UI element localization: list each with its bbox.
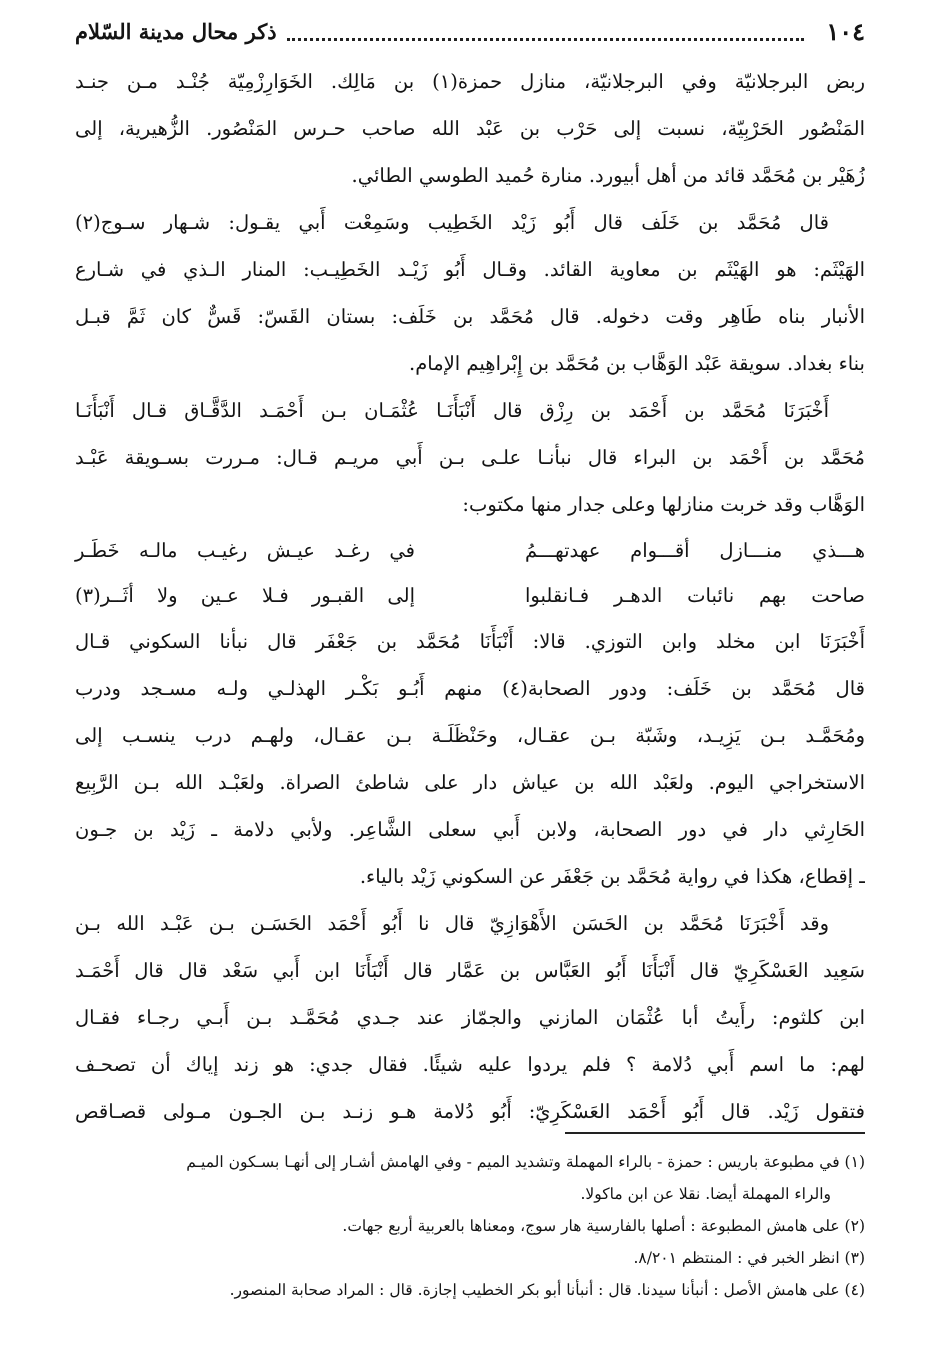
footnote-separator [565,1132,865,1134]
page-number: ١٠٤ [826,16,865,46]
paragraph-4 [75,618,865,900]
text-line: ومُحَمَّـد بـن يَزِيـد، وشَبّة بـن عقـال، وحَنْظَلَـة بـن عقـال، ولهـم درب ينسـب إلى [75,724,865,747]
text-line: أَخْبَرَنَا مُحَمَّد بن أَحْمَد بن رِزْق قال أَنْبَأَنَـا عُثْمَـان بـن أَحْمَـد الدَّقَّـاق قـال أَنْبَأَنَـا [75,399,829,422]
paragraph-2 [75,199,865,387]
text-line: الوَهَّاب وقد خربت منازلها وعلى جدار منها مكتوب: [462,493,865,516]
text-line: ـ إقطاع، هكذا في رواية مُحَمَّد بن جَعْفَر عن السكوني زَيْد بالياء. [359,865,865,888]
text-line: سَعِيد العَسْكَرِيّ قال أَنْبَأَنَا أَبُو العَبَّاس بن عَمَّار قال أَنْبَأَنَا ابن أَبي سَعْد قال قال أَحْمَـد [75,959,865,982]
verse-first-hemistich: هـــذي منـــازل أقـــوام عهدتهـــمُ [525,539,865,562]
text-line: زُهَيْر بن مُحَمَّد قائد من أهل أبيورد. منارة حُميد الطوسي الطائي. [351,164,865,187]
verse-line [75,528,865,573]
footnotes [75,1146,865,1306]
footnote-line: والراء المهملة أيضا. نقلا عن ابن ماكولا. [580,1185,831,1203]
main-text [75,58,865,1135]
text-line: أَخْبَرَنَا ابن مخلد وابن التوزي. قالا: أَنْبَأَنَا مُحَمَّد بن جَعْفَر قال نبأنا السكوني قـال [75,630,865,653]
footnote-3 [75,1242,865,1274]
footnote-2 [75,1210,865,1242]
book-page [75,0,865,1359]
text-line: المَنْصُور الحَرْبِيّة، نسبت إلى حَرْب بن عَبْد الله صاحب حـرس المَنْصُور. الزُّهيرية، إلى [75,117,865,140]
text-line: الأنبار بناه طَاهِر وقت دخوله. قال مُحَمَّد بن خَلَف: بستان القَسّ: قَسٌّ كان ثَمَّ قبـل [75,305,865,328]
footnote-line: (٤) على هامش الأصل : أنبأنا سيدنا. قال : أنبأنا أبو بكر الخطيب إجازة. قال : المراد صحابة المنصور. [229,1281,865,1299]
footnote-line: (١) في مطبوعة باريس : حمزة - بالراء المهملة وتشديد الميم - وفي الهامش أشـار إلى أنهـا بسـكون الميـم [186,1153,865,1171]
running-title: ذكر محال مدينة السّلام [75,18,277,44]
verse-second-hemistich: في رغـد عيـش رغيـب مالـه خَطَـر [75,539,415,562]
footnote-line: (٣) انظر الخبر في : المنتظم ٨/٢٠١. [633,1249,865,1267]
footnote-line: (٢) على هامش المطبوعة : أصلها بالفارسية هار سوج، ومعناها بالعربية أربع جهات. [342,1217,865,1235]
header-dotted-leader [287,32,805,41]
text-line: قال مُحَمَّد بن خَلَف قال أَبُو زَيْد الخَطِيب وسَمِعْت أَبي يقـول: شـهار سـوج(٢) [75,211,829,234]
verse-second-hemistich: إلى القبـور فـلا عـين ولا أثَــر(٣) [75,584,415,607]
verse-first-hemistich: صاحت بهم نائبات الدهـر فـانقلبوا [525,584,865,607]
footnote-4 [75,1274,865,1306]
text-line: بناء بغداد. سويقة عَبْد الوَهَّاب بن مُحَمَّد بن إِبْراهِيم الإمام. [409,352,865,375]
text-line: الحَارِثي دار في دور الصحابة، ولابن أَبي سعلى الشَّاعِر. ولأبي دلامة ـ زَيْد بن جـون [75,818,865,841]
text-line: قال مُحَمَّد بن خَلَف: ودور الصحابة(٤) منهم أَبُـو بَكْـر الهذلـي ولـه مسـجد ودرب [75,677,865,700]
footnote-1 [75,1146,865,1210]
text-line: لهم: ما اسم أَبي دُلامة ؟ فلم يردوا عليه شيئًا. فقال جدي: هو زند إياك أن تصحـف [75,1053,865,1076]
text-line: ربض البرجلانيّة وفي البرجلانيّة، منازل حمزة(١) بن مَالِك. الخَوَارِزْمِيّة جُنْـد مـن جنـد [75,70,865,93]
paragraph-3 [75,387,865,528]
text-line: فتقول زَيْد. قال أَبُو أَحْمَد العَسْكَرِيّ: أَبُو دُلامة هـو زنـد بـن الجـون مـولى قصـاقص [75,1100,865,1123]
text-line: وقد أَخْبَرَنَا مُحَمَّد بن الحَسَن الأَهْوَازِيّ قال نا أَبُو أَحْمَد الحَسَـن بـن عَبْـد الله بـن [75,912,829,935]
text-line: ابن كلثوم: رأَيتُ أبا عُثْمَان المازني والجمّاز عند جـدي مُحَمَّـد بـن أَبـي رجـاء فقـال [75,1006,865,1029]
poem-verses [75,528,865,618]
verse-line [75,573,865,618]
paragraph-5 [75,900,865,1135]
text-line: الهَيْثَم: هو الهَيْثَم بن معاوية القائد. وقـال أَبُو زَيْـد الخَطِيـب: المنار الـذي في شـارع [75,258,865,281]
text-line: الاستخراجي اليوم. ولعَبْد الله بن عياش دار على شاطئ الصراة. ولعَبْـد الله بـن الرَّبِيع [75,771,865,794]
running-header [75,14,865,48]
text-line: مُحَمَّد بن أَحْمَد بن البراء قال نبأنـا علـى بـن أَبي مريـم قـال: مـررت بسـويقة عَبْـد [75,446,865,469]
paragraph-1 [75,58,865,199]
